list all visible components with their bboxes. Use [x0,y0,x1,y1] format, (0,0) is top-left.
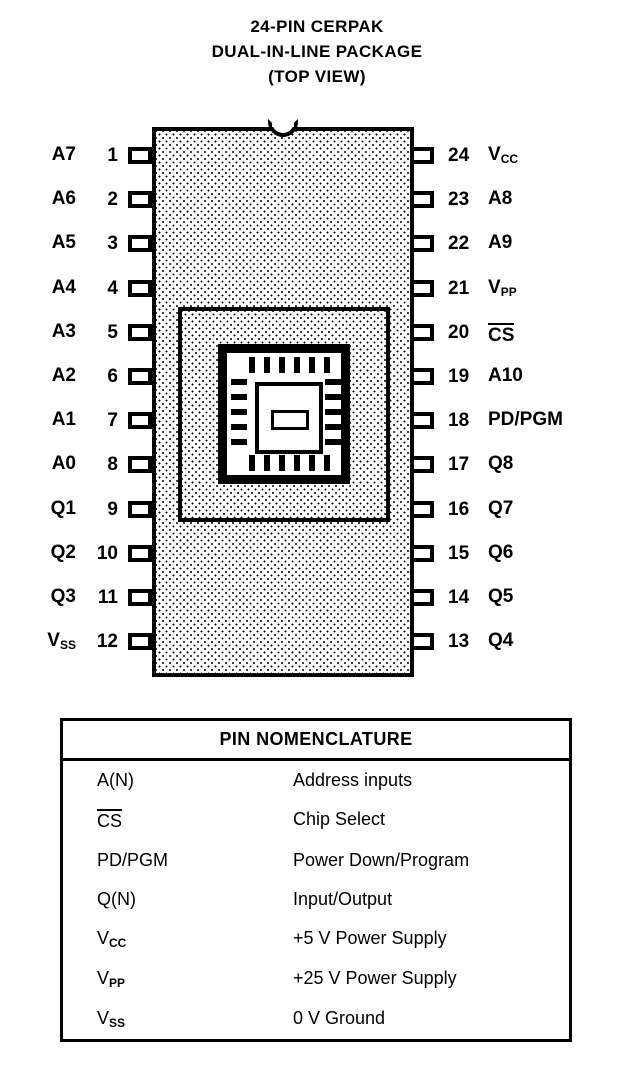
nomenclature-row [63,761,569,800]
pin-2 [128,191,152,208]
pin-number-10: 10 [96,542,118,564]
bond-finger [324,455,330,471]
bond-finger [325,424,341,430]
pin-number-5: 5 [107,321,118,343]
pin-label-18: PD/PGM [488,409,563,431]
nomenclature-row [63,800,569,841]
pin-number-14: 14 [448,587,470,608]
bond-finger [309,357,315,373]
nomenclature-description: Chip Select [293,809,386,829]
title-line-3: (TOP VIEW) [268,67,366,86]
pin-label-9: Q1 [50,497,76,519]
pin-number-16: 16 [448,498,470,520]
pin-number-7: 7 [107,410,118,432]
pin-label-17: Q8 [488,453,514,475]
pin-label-3: A5 [51,232,76,254]
pin-label-12: $V_{SS}$ [47,630,76,653]
pin-number-12: 12 [96,631,118,653]
bond-finger [294,357,300,373]
pin-7 [128,412,152,429]
pin-label-11: Q3 [50,586,76,607]
chip-notch-mask [272,115,294,127]
pin-4 [128,280,152,297]
pin-12 [128,633,152,650]
nomenclature-symbol: Q(N) [97,889,136,909]
title-line-2: DUAL-IN-LINE PACKAGE [211,42,423,61]
pin-number-8: 8 [107,454,118,476]
bond-finger [294,455,300,471]
die-pad [271,410,309,430]
nomenclature-symbol: $V_{PP}$ [97,968,126,990]
pin-label-21: $V_{PP}$ [488,276,517,299]
pin-8 [128,456,152,473]
diagram-title [0,0,634,89]
pin-label-15: Q6 [488,541,514,563]
pin-5 [128,324,152,341]
pin-20 [410,324,434,341]
package-diagram [0,99,634,689]
pin-19 [410,368,434,385]
pin-label-22: A9 [488,232,513,254]
nomenclature-symbol: CS [97,811,123,831]
pin-17 [410,456,434,473]
pin-9 [128,501,152,518]
nomenclature-description: +5 V Power Supply [293,928,447,948]
nomenclature-symbol: $V_{CC}$ [97,928,127,950]
pin-label-24: $V_{CC}$ [488,144,519,166]
nomenclature-row [63,999,569,1039]
nomenclature-row [63,880,569,919]
pin-number-20: 20 [448,321,470,343]
pin-number-4: 4 [107,277,118,299]
nomenclature-description: Address inputs [293,770,413,790]
pin-label-23: A8 [488,188,513,210]
bond-finger [324,357,330,373]
pin-number-15: 15 [448,542,470,564]
nomenclature-row [63,919,569,959]
pin-15 [410,545,434,562]
bond-finger [325,439,341,445]
pin-13 [410,633,434,650]
pin-1 [128,147,152,164]
nomenclature-row [63,959,569,999]
pin-number-22: 22 [448,233,470,255]
pin-14 [410,589,434,606]
bond-finger [249,455,255,471]
pin-label-19: A10 [488,365,523,386]
pin-nomenclature-table [60,718,572,1042]
pin-11 [128,589,152,606]
pin-number-23: 23 [448,189,470,211]
pin-23 [410,191,434,208]
pin-number-1: 1 [107,145,118,166]
pin-number-17: 17 [448,454,470,476]
bond-finger [231,394,247,400]
bond-finger [231,409,247,415]
pin-label-4: A4 [51,276,76,298]
pin-label-16: Q7 [488,497,514,519]
pin-number-11: 11 [97,587,118,608]
bond-finger [279,455,285,471]
pin-number-9: 9 [107,498,118,520]
bond-finger [325,394,341,400]
pin-number-18: 18 [448,410,470,432]
pin-label-1: A7 [51,144,76,165]
bond-finger [231,424,247,430]
pin-6 [128,368,152,385]
bond-finger [325,409,341,415]
title-line-1: 24-PIN CERPAK [250,17,384,36]
die-cavity [218,344,350,484]
pin-number-13: 13 [448,631,470,653]
pin-number-19: 19 [448,366,470,387]
bond-finger [264,357,270,373]
die [255,382,323,454]
nomenclature-header: PIN NOMENCLATURE [63,721,569,761]
nomenclature-rows [63,761,569,1039]
pin-24 [410,147,434,164]
nomenclature-row [63,841,569,880]
pin-label-5: A3 [51,320,76,342]
bond-finger [279,357,285,373]
pin-3 [128,235,152,252]
nomenclature-symbol: $V_{SS}$ [97,1008,126,1030]
pin-number-3: 3 [107,233,118,255]
bond-finger [325,379,341,385]
bond-finger [249,357,255,373]
pin-18 [410,412,434,429]
pin-label-20: CS [488,324,515,346]
pin-label-8: A0 [51,453,76,475]
pin-label-14: Q5 [488,586,514,607]
nomenclature-description: Input/Output [293,889,393,909]
pin-label-10: Q2 [50,541,76,563]
pin-label-7: A1 [51,409,76,431]
bond-finger [264,455,270,471]
pin-number-6: 6 [107,366,118,387]
pin-label-2: A6 [51,188,76,210]
pin-number-2: 2 [107,189,118,211]
nomenclature-description: Power Down/Program [293,850,470,870]
pin-22 [410,235,434,252]
bond-finger [309,455,315,471]
pin-21 [410,280,434,297]
nomenclature-symbol: A(N) [97,770,134,790]
pin-10 [128,545,152,562]
pin-label-13: Q4 [488,630,514,652]
die-window [178,307,390,522]
pin-number-24: 24 [448,145,470,166]
pin-label-6: A2 [51,365,76,386]
bond-finger [231,439,247,445]
nomenclature-description: 0 V Ground [293,1008,386,1028]
nomenclature-description: +25 V Power Supply [293,968,457,988]
nomenclature-symbol: PD/PGM [97,850,169,870]
pin-number-21: 21 [448,277,470,299]
bond-finger [231,379,247,385]
pin-16 [410,501,434,518]
